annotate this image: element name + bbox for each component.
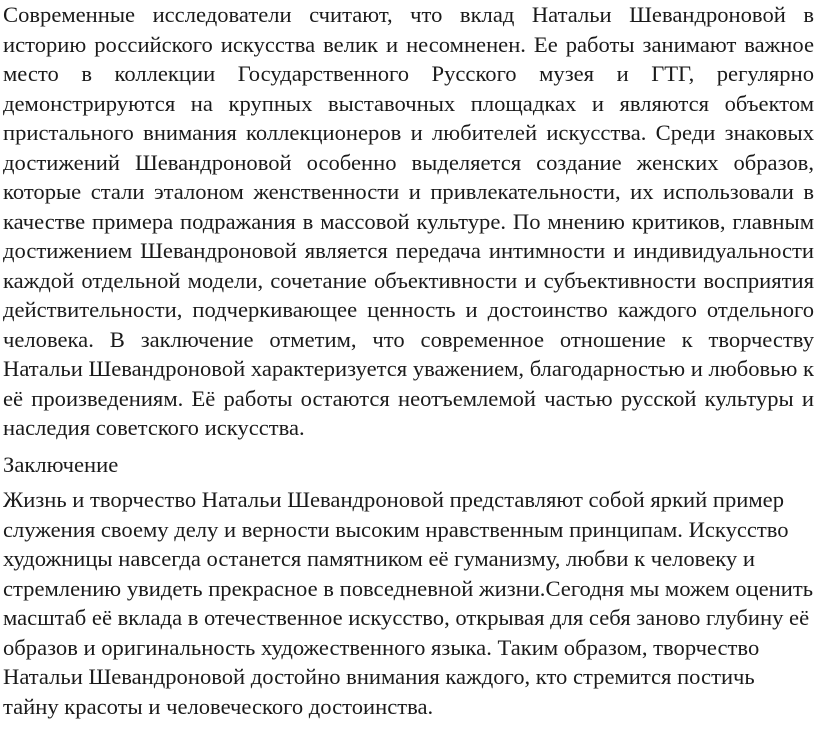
section-heading-conclusion: Заключение [3, 451, 119, 477]
body-paragraph-1: Современные исследователи считают, что вклад Натальи Шевандроновой в историю российского искусства велик и несомненен. Ее работы занимают важное место в коллекции Государственного Русского музея и ГТГ, регулярно демонстрируются на крупных выставочных площадках и являются объектом пристального внимания коллекционеров и любителей искусства. Среди знаковых достижений Шевандроновой особенно выделяется создание женских образов, которые стали эталоном женственности и привлекательности, их использовали в качестве примера подражания в массовой культуре. По мнению критиков, главным достижением Шевандроновой является передача интимности и индивидуальности каждой отдельной модели, сочетание объективности и субъективности восприятия действительности, подчеркивающее ценность и достоинство каждого отдельного человека. В заключение отметим, что современное отношение к творчеству Натальи Шевандроновой характеризуется уважением, благодарностью и любовью к её произведениям. Её работы остаются неотъемлемой частью русской культуры и наследия советского искусства. [3, 2, 814, 440]
body-paragraph-2: Жизнь и творчество Натальи Шевандроновой представляют собой яркий пример служения своему делу и верности высоким нравственным принципам. Искусство художницы навсегда останется памятником её гуманизму, любви к человеку и стремлению увидеть прекрасное в повседневной жизни.Сегодня мы можем оценить масштаб её вклада в отечественное искусство, открывая для себя заново глубину её образов и оригинальность художественного языка. Таким образом, творчество Натальи Шевандроновой достойно внимания каждого, кто стремится постичь тайну красоты и человеческого достоинства. [3, 487, 814, 719]
